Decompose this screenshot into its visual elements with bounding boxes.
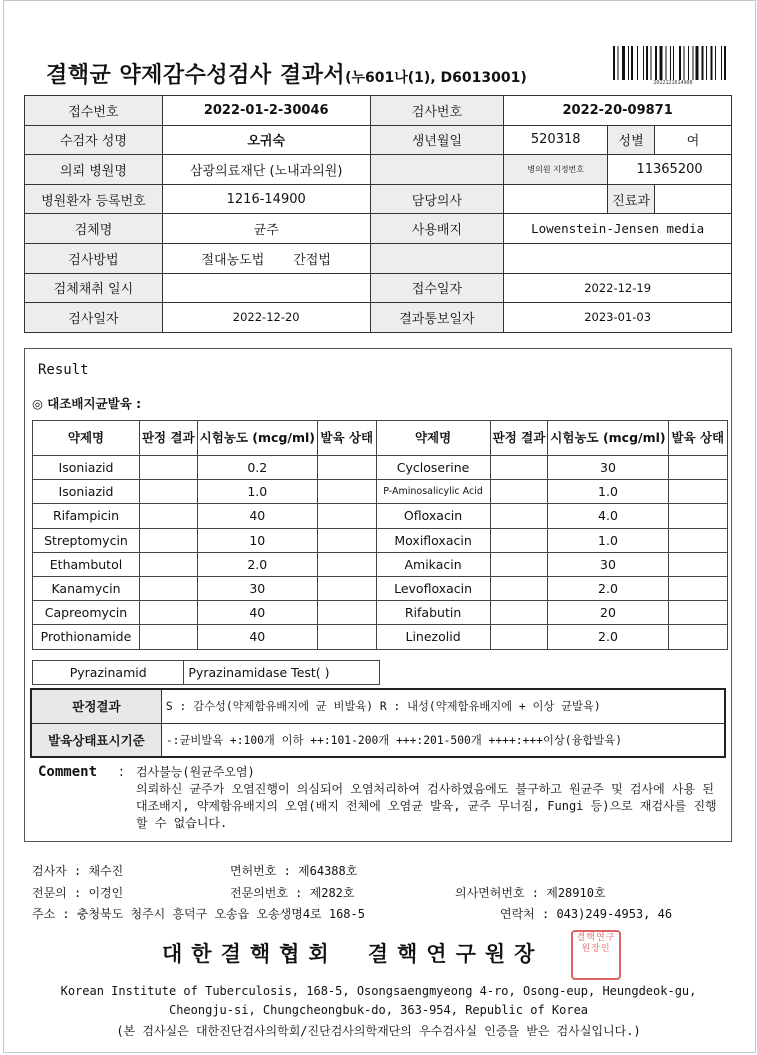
result-title: Result [38, 362, 89, 378]
test-date: 2022-12-20 [162, 303, 370, 333]
label-report-date: 결과통보일자 [370, 303, 504, 333]
report-date: 2023-01-03 [504, 303, 732, 333]
empty-cell [370, 243, 504, 273]
doctor [504, 184, 608, 214]
info-row [25, 214, 732, 244]
drug-name: Rifampicin [33, 504, 140, 528]
judge-cell [139, 528, 197, 552]
drug-name: Cycloserine [376, 456, 490, 480]
judge-cell [490, 576, 548, 600]
header-conc: 시험농도 (mcg/ml) [197, 421, 317, 456]
test-conc: 40 [197, 625, 317, 649]
organization-name [162, 938, 543, 968]
barcode-bar [637, 46, 638, 80]
method-indirect: 간접법 [293, 252, 331, 268]
judge-cell [139, 625, 197, 649]
growth-cell [668, 528, 727, 552]
examiner-license: 면허번호 : 제64388호 [230, 864, 358, 878]
drug-name: P-Aminosalicylic Acid [376, 480, 490, 504]
official-seal [571, 930, 621, 980]
growth-cell [317, 552, 376, 576]
label-ref-hospital [370, 155, 504, 185]
test-conc: 2.0 [548, 625, 668, 649]
drug-name: Linezolid [376, 625, 490, 649]
barcode-bar [688, 46, 689, 80]
test-conc: 1.0 [197, 480, 317, 504]
judge-cell [490, 552, 548, 576]
label-doctor: 담당의사 [370, 184, 504, 214]
barcode-bar [693, 46, 694, 80]
judge-cell [139, 456, 197, 480]
judge-cell [490, 456, 548, 480]
judge-cell [490, 528, 548, 552]
drug-name: Rifabutin [376, 601, 490, 625]
specialist-number: 전문의번호 : 제282호 [230, 886, 355, 900]
document-title [46, 58, 527, 89]
judge-cell [490, 625, 548, 649]
table-row [33, 504, 728, 528]
examiner: 검사자 : 채수진 [32, 864, 124, 878]
test-conc: 1.0 [548, 480, 668, 504]
barcode-bar [684, 46, 685, 80]
barcode-bar [666, 46, 667, 80]
english-address-line1: Korean Institute of Tuberculosis, 168-5, Osongsaengmyeong 4-ro, Osong-eup, Heungdeok-gu, [60, 984, 697, 998]
growth-cell [668, 601, 727, 625]
judge-cell [490, 601, 548, 625]
label-collection-date: 검체채취 일시 [25, 273, 163, 303]
test-conc: 2.0 [197, 552, 317, 576]
legend-table [30, 688, 726, 758]
label-reg-no: 병원환자 등록번호 [25, 184, 163, 214]
drug-name: Ethambutol [33, 552, 140, 576]
drug-name: Levofloxacin [376, 576, 490, 600]
barcode-bar [622, 46, 625, 80]
receipt-date: 2022-12-19 [504, 273, 732, 303]
judge-cell [490, 480, 548, 504]
control-growth-label: ◎ 대조배지균발육 : [32, 396, 142, 411]
drug-name: Isoniazid [33, 456, 140, 480]
drug-susceptibility-table [32, 420, 728, 650]
barcode-bar [702, 46, 704, 80]
test-conc: 30 [197, 576, 317, 600]
growth-legend-text: -:균비발육 +:100개 이하 ++:101-200개 +++:201-500개 ++++:+++이상(융합발육) [161, 723, 725, 757]
growth-cell [317, 456, 376, 480]
reg-no: 1216-14900 [162, 184, 370, 214]
test-conc: 40 [197, 504, 317, 528]
barcode-bar [673, 46, 674, 80]
barcode-bar [646, 46, 648, 80]
barcode-bar [618, 46, 619, 80]
test-conc: 30 [548, 552, 668, 576]
legend-row [31, 723, 725, 757]
org-name-part1: 대한결핵협회 [162, 942, 338, 966]
label-sex: 성별 [608, 125, 655, 155]
legend-row [31, 689, 725, 723]
specimen: 균주 [162, 214, 370, 244]
info-row [25, 155, 732, 185]
growth-cell [317, 576, 376, 600]
barcode-bar [721, 46, 722, 80]
title-main: 결핵균 약제감수성검사 결과서 [46, 63, 346, 88]
comment-colon: : [119, 764, 124, 780]
barcode-bar [655, 46, 657, 80]
info-row [25, 125, 732, 155]
drug-name: Amikacin [376, 552, 490, 576]
address: 주소 : 충청북도 청주시 흥덕구 오송읍 오송생명4로 168-5 [32, 907, 365, 921]
receipt-no: 2022-01-2-30046 [162, 96, 370, 126]
drug-name: Prothionamide [33, 625, 140, 649]
barcode-bar [660, 46, 663, 80]
growth-cell [317, 528, 376, 552]
label-test-date: 검사일자 [25, 303, 163, 333]
growth-cell [668, 504, 727, 528]
label-test-no: 검사번호 [370, 96, 504, 126]
header-drug: 약제명 [376, 421, 490, 456]
medium: Lowenstein-Jensen media [504, 214, 732, 244]
doctor-license: 의사면허번호 : 제28910호 [455, 886, 606, 900]
judge-cell [139, 480, 197, 504]
growth-cell [317, 480, 376, 504]
pyrazinamide-row [32, 660, 380, 685]
table-row [33, 661, 380, 685]
patient-name: 오귀숙 [162, 125, 370, 155]
label-patient-name: 수검자 성명 [25, 125, 163, 155]
hospital-name: 삼광의료재단 (노내과의원) [162, 155, 370, 185]
birthdate: 520318 [504, 125, 608, 155]
header-growth: 발육 상태 [668, 421, 727, 456]
test-conc: 20 [548, 601, 668, 625]
header-judge: 판정 결과 [139, 421, 197, 456]
department [655, 184, 732, 214]
test-conc: 10 [197, 528, 317, 552]
hospital-code: 11365200 [608, 155, 732, 185]
table-row [33, 576, 728, 600]
label-method: 검사방법 [25, 243, 163, 273]
barcode-bar [628, 46, 629, 80]
table-row [33, 601, 728, 625]
judge-legend-label: 판정결과 [31, 689, 161, 723]
barcode-bar [651, 46, 652, 80]
growth-cell [668, 625, 727, 649]
collection-date [162, 273, 370, 303]
header-conc: 시험농도 (mcg/ml) [548, 421, 668, 456]
specialist: 전문의 : 이경인 [32, 886, 124, 900]
test-conc: 30 [548, 456, 668, 480]
barcode-bar [715, 46, 716, 80]
comment-line: 검사불능(원균주오염) [136, 765, 255, 779]
barcode [612, 46, 734, 86]
judge-legend-text: S : 감수성(약제함유배지에 균 비발육) R : 내성(약제함유배지에 + 이상 균발육) [161, 689, 725, 723]
test-no: 2022-20-09871 [504, 96, 732, 126]
drug-name: Isoniazid [33, 480, 140, 504]
table-row [33, 625, 728, 649]
barcode-bar [711, 46, 713, 80]
comment-label: Comment [38, 764, 98, 780]
contact: 연락처 : 043)249-4953, 46 [500, 907, 673, 921]
barcode-bar [696, 46, 699, 80]
comment-text [136, 764, 728, 832]
judge-cell [490, 504, 548, 528]
english-address-line2: Cheongju-si, Chungcheongbuk-do, 363-954, Republic of Korea [168, 1003, 589, 1017]
header-judge: 판정 결과 [490, 421, 548, 456]
judge-cell [139, 504, 197, 528]
test-conc: 1.0 [548, 528, 668, 552]
info-row [25, 273, 732, 303]
method-absolute: 절대농도법 [201, 252, 265, 268]
certification-note: (본 검사실은 대한진단검사의학회/진단검사의학재단의 우수검사실 인증을 받은 검사실입니다.) [116, 1024, 641, 1038]
test-conc: 2.0 [548, 576, 668, 600]
growth-cell [317, 504, 376, 528]
seal-text: 결핵연구원장인 [576, 933, 616, 954]
judge-cell [139, 601, 197, 625]
barcode-bar [724, 46, 726, 80]
drug-name: Ofloxacin [376, 504, 490, 528]
judge-cell [139, 576, 197, 600]
table-row [33, 456, 728, 480]
barcode-bars [612, 46, 734, 80]
table-row [33, 480, 728, 504]
barcode-number: 2022121614900 [653, 80, 693, 86]
drug-name: Moxifloxacin [376, 528, 490, 552]
sex: 여 [655, 125, 732, 155]
label-hospital-code: 병의원 지정번호 [504, 155, 608, 185]
growth-cell [668, 456, 727, 480]
barcode-bar [679, 46, 681, 80]
label-hospital: 의뢰 병원명 [25, 155, 163, 185]
header-growth: 발육 상태 [317, 421, 376, 456]
patient-info-table [24, 95, 732, 333]
barcode-bar [631, 46, 633, 80]
pza-label: Pyrazinamid [33, 661, 184, 685]
test-conc: 40 [197, 601, 317, 625]
label-department: 진료과 [608, 184, 655, 214]
barcode-bar [670, 46, 671, 80]
info-row [25, 96, 732, 126]
table-row [33, 552, 728, 576]
method [162, 243, 370, 273]
barcode-bar [643, 46, 644, 80]
growth-cell [317, 625, 376, 649]
barcode-bar [706, 46, 707, 80]
label-specimen: 검체명 [25, 214, 163, 244]
drug-name: Kanamycin [33, 576, 140, 600]
info-row [25, 184, 732, 214]
growth-cell [668, 480, 727, 504]
growth-cell [317, 601, 376, 625]
label-birthdate: 생년월일 [370, 125, 504, 155]
test-conc: 4.0 [548, 504, 668, 528]
test-conc: 0.2 [197, 456, 317, 480]
table-header-row [33, 421, 728, 456]
info-row [25, 243, 732, 273]
empty-cell [504, 243, 732, 273]
header-drug: 약제명 [33, 421, 140, 456]
pza-test: Pyrazinamidase Test( ) [184, 661, 380, 685]
barcode-bar [613, 46, 615, 80]
info-row [25, 303, 732, 333]
table-row [33, 528, 728, 552]
judge-cell [139, 552, 197, 576]
growth-cell [668, 552, 727, 576]
growth-legend-label: 발육상태표시기준 [31, 723, 161, 757]
label-medium: 사용배지 [370, 214, 504, 244]
label-receipt-no: 접수번호 [25, 96, 163, 126]
label-receipt-date: 접수일자 [370, 273, 504, 303]
title-code: (누601나(1), D6013001) [345, 70, 527, 86]
drug-name: Capreomycin [33, 601, 140, 625]
org-name-part2: 결핵연구원장 [367, 942, 544, 966]
growth-cell [668, 576, 727, 600]
drug-name: Streptomycin [33, 528, 140, 552]
comment-body: 의뢰하신 균주가 오염진행이 의심되어 오염처리하여 검사하였음에도 불구하고 원균주 및 검사에 사용 된 대조배지, 약제함유배지의 오염(배지 전체에 오염균 발육, 균주 무너짐, Fungi 등)으로 재검사를 진행할 수 없습니다. [136, 782, 717, 830]
